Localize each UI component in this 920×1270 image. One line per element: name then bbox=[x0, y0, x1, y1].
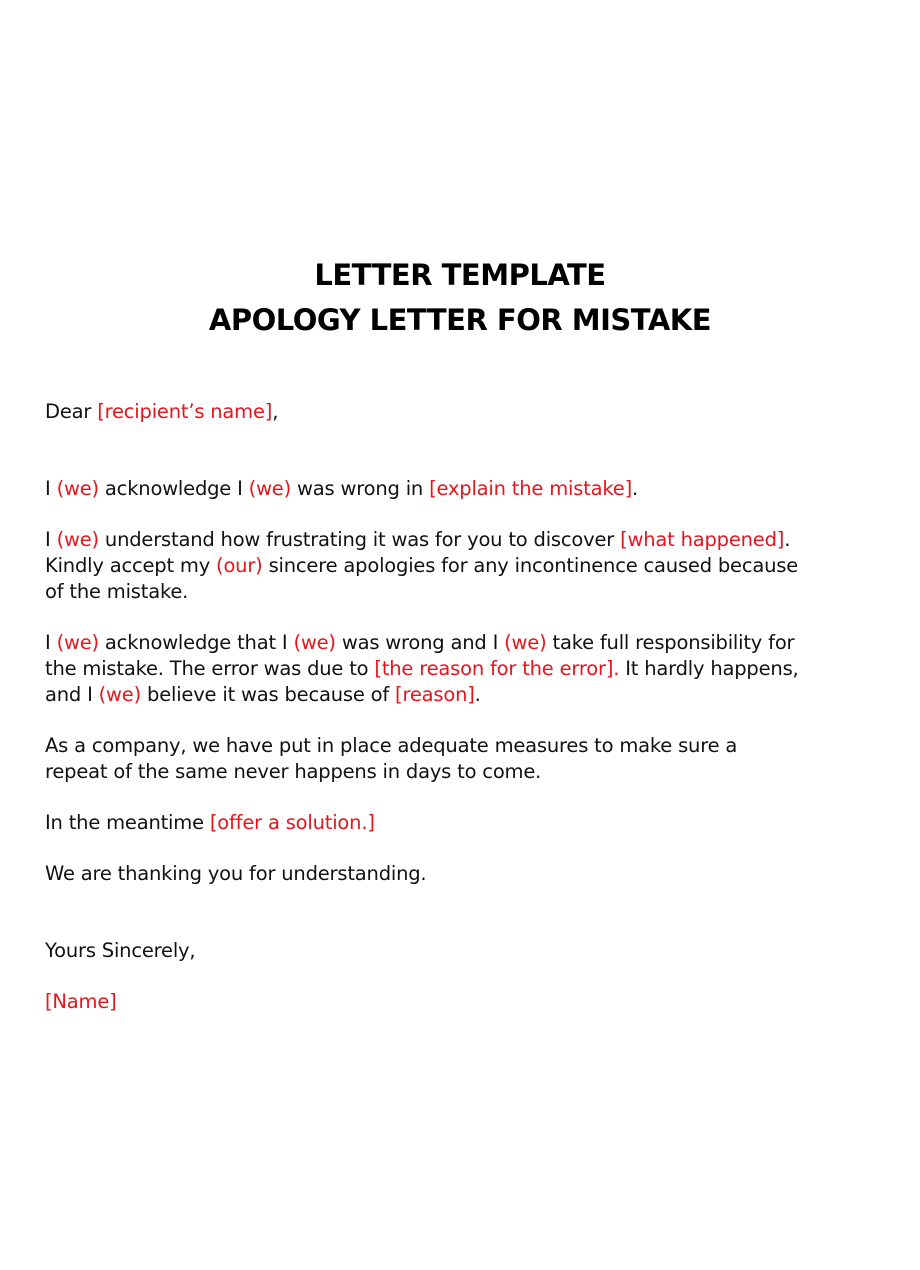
text: sincere apologies for any incontinence caused because bbox=[262, 554, 799, 577]
text: acknowledge that I bbox=[98, 631, 294, 654]
text: . bbox=[474, 683, 481, 706]
text: believe it was because of bbox=[141, 683, 396, 706]
placeholder-we: (we) bbox=[56, 528, 99, 551]
text: . bbox=[784, 528, 791, 551]
text: and I bbox=[45, 683, 99, 706]
paragraph-2-line-1 bbox=[45, 528, 790, 551]
text: I bbox=[45, 477, 57, 500]
paragraph-3-line-3 bbox=[45, 683, 481, 706]
paragraph-1-line-1 bbox=[45, 477, 638, 500]
text: understand how frustrating it was for you to discover bbox=[98, 528, 621, 551]
salutation-text: Dear bbox=[45, 400, 98, 423]
salutation bbox=[45, 400, 278, 423]
text: I bbox=[45, 631, 57, 654]
text: was wrong and I bbox=[335, 631, 505, 654]
placeholder-we: (we) bbox=[56, 631, 99, 654]
text: . bbox=[631, 477, 638, 500]
placeholder-we: (we) bbox=[248, 477, 292, 500]
signature-placeholder: [Name] bbox=[45, 990, 117, 1013]
text: take full responsibility for bbox=[546, 631, 795, 654]
paragraph-3-line-1 bbox=[45, 631, 794, 654]
paragraph-6: We are thanking you for understanding. bbox=[45, 862, 427, 885]
placeholder-what-happened: [what happened] bbox=[620, 528, 785, 551]
placeholder-reason: [reason] bbox=[395, 683, 475, 706]
closing: Yours Sincerely, bbox=[45, 939, 196, 962]
paragraph-4-line-2: repeat of the same never happens in days to come. bbox=[45, 760, 542, 783]
text: It hardly happens, bbox=[619, 657, 799, 680]
text: I bbox=[45, 528, 57, 551]
placeholder-we: (we) bbox=[504, 631, 547, 654]
document-title: LETTER TEMPLATE bbox=[314, 258, 606, 292]
salutation-comma: , bbox=[272, 400, 279, 423]
placeholder-offer-solution: [offer a solution.] bbox=[209, 811, 375, 834]
placeholder-explain-mistake: [explain the mistake] bbox=[429, 477, 632, 500]
text: acknowledge I bbox=[98, 477, 249, 500]
paragraph-4-line-1: As a company, we have put in place adequate measures to make sure a bbox=[45, 734, 738, 757]
text: the mistake. The error was due to bbox=[45, 657, 375, 680]
paragraph-3-line-2 bbox=[45, 657, 799, 680]
text: was wrong in bbox=[291, 477, 430, 500]
paragraph-5 bbox=[45, 811, 375, 834]
placeholder-recipient-name: [recipient’s name] bbox=[97, 400, 273, 423]
text: Kindly accept my bbox=[45, 554, 217, 577]
document-subtitle: APOLOGY LETTER FOR MISTAKE bbox=[208, 303, 712, 337]
placeholder-our: (our) bbox=[216, 554, 263, 577]
paragraph-2-line-2 bbox=[45, 554, 798, 577]
placeholder-we: (we) bbox=[98, 683, 142, 706]
text: In the meantime bbox=[45, 811, 210, 834]
paragraph-2-line-3: of the mistake. bbox=[45, 580, 189, 603]
placeholder-we: (we) bbox=[293, 631, 336, 654]
placeholder-we: (we) bbox=[56, 477, 99, 500]
placeholder-reason-for-error: [the reason for the error]. bbox=[374, 657, 620, 680]
